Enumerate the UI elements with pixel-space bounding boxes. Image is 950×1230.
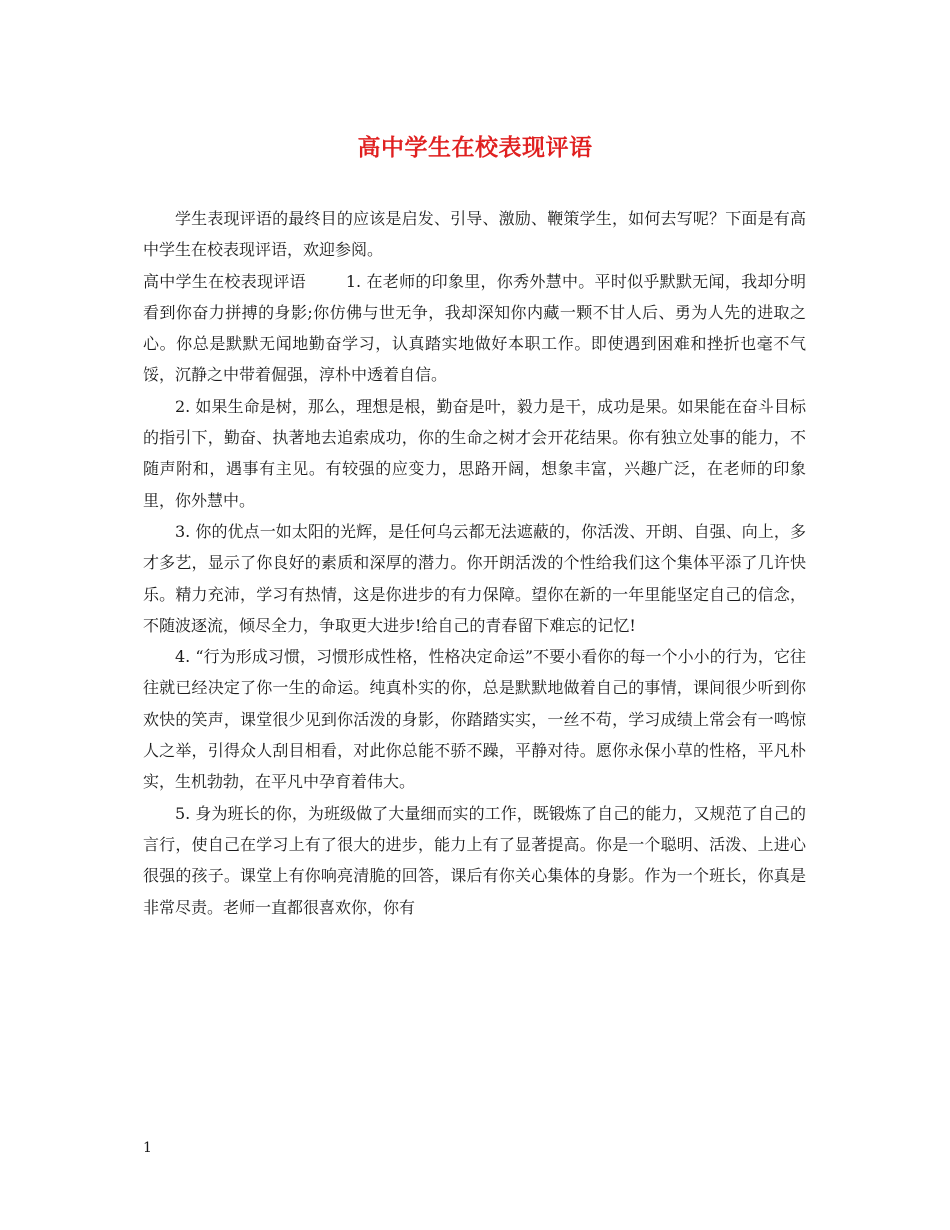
comment-1: 1. 在老师的印象里，你秀外慧中。平时似乎默默无闻，我却分明看到你奋力拼搏的身影;你仿佛与世无争，我却深知你内藏一颗不甘人后、勇为人先的进取之心。你总是默默无闻地勤奋学习，认真踏实地做好本职工作。即使遇到困难和挫折也毫不气馁，沉静之中带着倔强，淳朴中透着自信。 (143, 271, 806, 385)
first-entry-paragraph (143, 266, 806, 391)
comment-3: 3. 你的优点一如太阳的光辉，是任何乌云都无法遮蔽的，你活泼、开朗、自强、向上，多才多艺，显示了你良好的素质和深厚的潜力。你开朗活泼的个性给我们这个集体平添了几许快乐。精力充沛，学习有热情，这是你进步的有力保障。望你在新的一年里能坚定自己的信念，不随波逐流，倾尽全力，争取更大进步!给自己的青春留下难忘的记忆! (143, 521, 806, 635)
document-title: 高中学生在校表现评语 (357, 134, 593, 161)
page-number: 1 (143, 1140, 152, 1156)
comment-2: 2. 如果生命是树，那么，理想是根，勤奋是叶，毅力是干，成功是果。如果能在奋斗目标的指引下，勤奋、执著地去追索成功，你的生命之树才会开花结果。你有独立处事的能力，不随声附和，遇事有主见。有较强的应变力，思路开阔，想象丰富，兴趣广泛，在老师的印象里，你外慧中。 (143, 396, 806, 510)
comment-5: 5. 身为班长的你，为班级做了大量细而实的工作，既锻炼了自己的能力，又规范了自己的言行，使自己在学习上有了很大的进步，能力上有了显著提高。你是一个聪明、活泼、上进心很强的孩子。课堂上有你响亮清脆的回答，课后有你关心集体的身影。作为一个班长，你真是非常尽责。老师一直都很喜欢你，你有 (143, 803, 806, 917)
document-body (143, 203, 806, 923)
comment-4: 4. “行为形成习惯，习惯形成性格，性格决定命运”不要小看你的每一个小小的行为，它往往就已经决定了你一生的命运。纯真朴实的你，总是默默地做着自己的事情，课间很少听到你欢快的笑声，课堂很少见到你活泼的身影，你踏踏实实，一丝不苟，学习成绩上常会有一鸣惊人之举，引得众人刮目相看，对此你总能不骄不躁，平静对待。愿你永保小草的性格，平凡朴实，生机勃勃，在平凡中孕育着伟大。 (143, 647, 806, 792)
intro-paragraph: 学生表现评语的最终目的应该是启发、引导、激励、鞭策学生，如何去写呢？下面是有高中学生在校表现评语，欢迎参阅。 (143, 209, 806, 260)
section-label: 高中学生在校表现评语 (143, 271, 306, 291)
